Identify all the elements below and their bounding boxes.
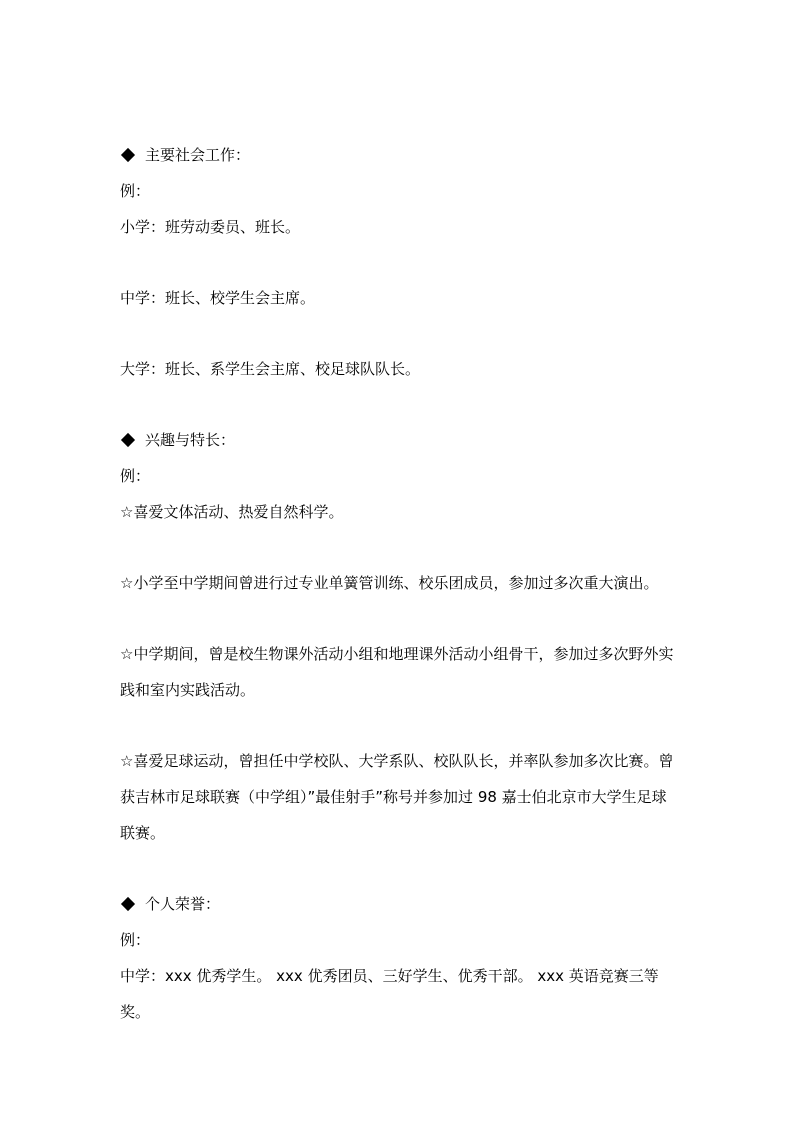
diamond-bullet-icon: [121, 433, 135, 447]
section-title: 主要社会工作：: [145, 146, 251, 164]
honor-item: 中学：xxx 优秀学生。 xxx 优秀团员、三好学生、优秀干部。 xxx 英语竞赛三等奖。: [120, 967, 659, 1021]
interest-item: [120, 565, 678, 601]
interest-text: 喜爱文体活动、热爱自然科学。: [133, 503, 344, 521]
interest-item: [120, 743, 678, 851]
section-title: 个人荣誉：: [145, 895, 221, 913]
section-heading-honors: [120, 886, 678, 922]
interest-text: 中学期间，曾是校生物课外活动小组和地理课外活动小组骨干，参加过多次野外实践和室内实践活动。: [120, 645, 674, 699]
interest-text: 小学至中学期间曾进行过专业单簧管训练、校乐团成员，参加过多次重大演出。: [133, 574, 659, 592]
section-title: 兴趣与特长：: [145, 431, 236, 449]
document-body: [120, 137, 678, 1030]
star-bullet-icon: ☆: [120, 574, 134, 592]
example-label: 例：: [120, 467, 151, 485]
interest-item: [120, 494, 678, 530]
diamond-bullet-icon: [121, 897, 135, 911]
star-bullet-icon: ☆: [120, 645, 134, 663]
social-item: 大学：班长、系学生会主席、校足球队队长。: [120, 360, 421, 378]
example-label: 例：: [120, 182, 151, 200]
star-bullet-icon: ☆: [120, 752, 134, 770]
example-label: 例：: [120, 931, 151, 949]
section-heading-interests: [120, 422, 678, 458]
social-item: 中学：班长、校学生会主席。: [120, 289, 316, 307]
interest-item: [120, 636, 678, 708]
diamond-bullet-icon: [121, 148, 135, 162]
social-item: 小学：班劳动委员、班长。: [120, 218, 301, 236]
star-bullet-icon: ☆: [120, 503, 134, 521]
interest-text: 喜爱足球运动，曾担任中学校队、大学系队、校队队长，并率队参加多次比赛。曾获吉林市足球联赛（中学组）”最佳射手”称号并参加过 98 嘉士伯北京市大学生足球联赛。: [120, 752, 674, 842]
section-heading-social: [120, 137, 678, 173]
